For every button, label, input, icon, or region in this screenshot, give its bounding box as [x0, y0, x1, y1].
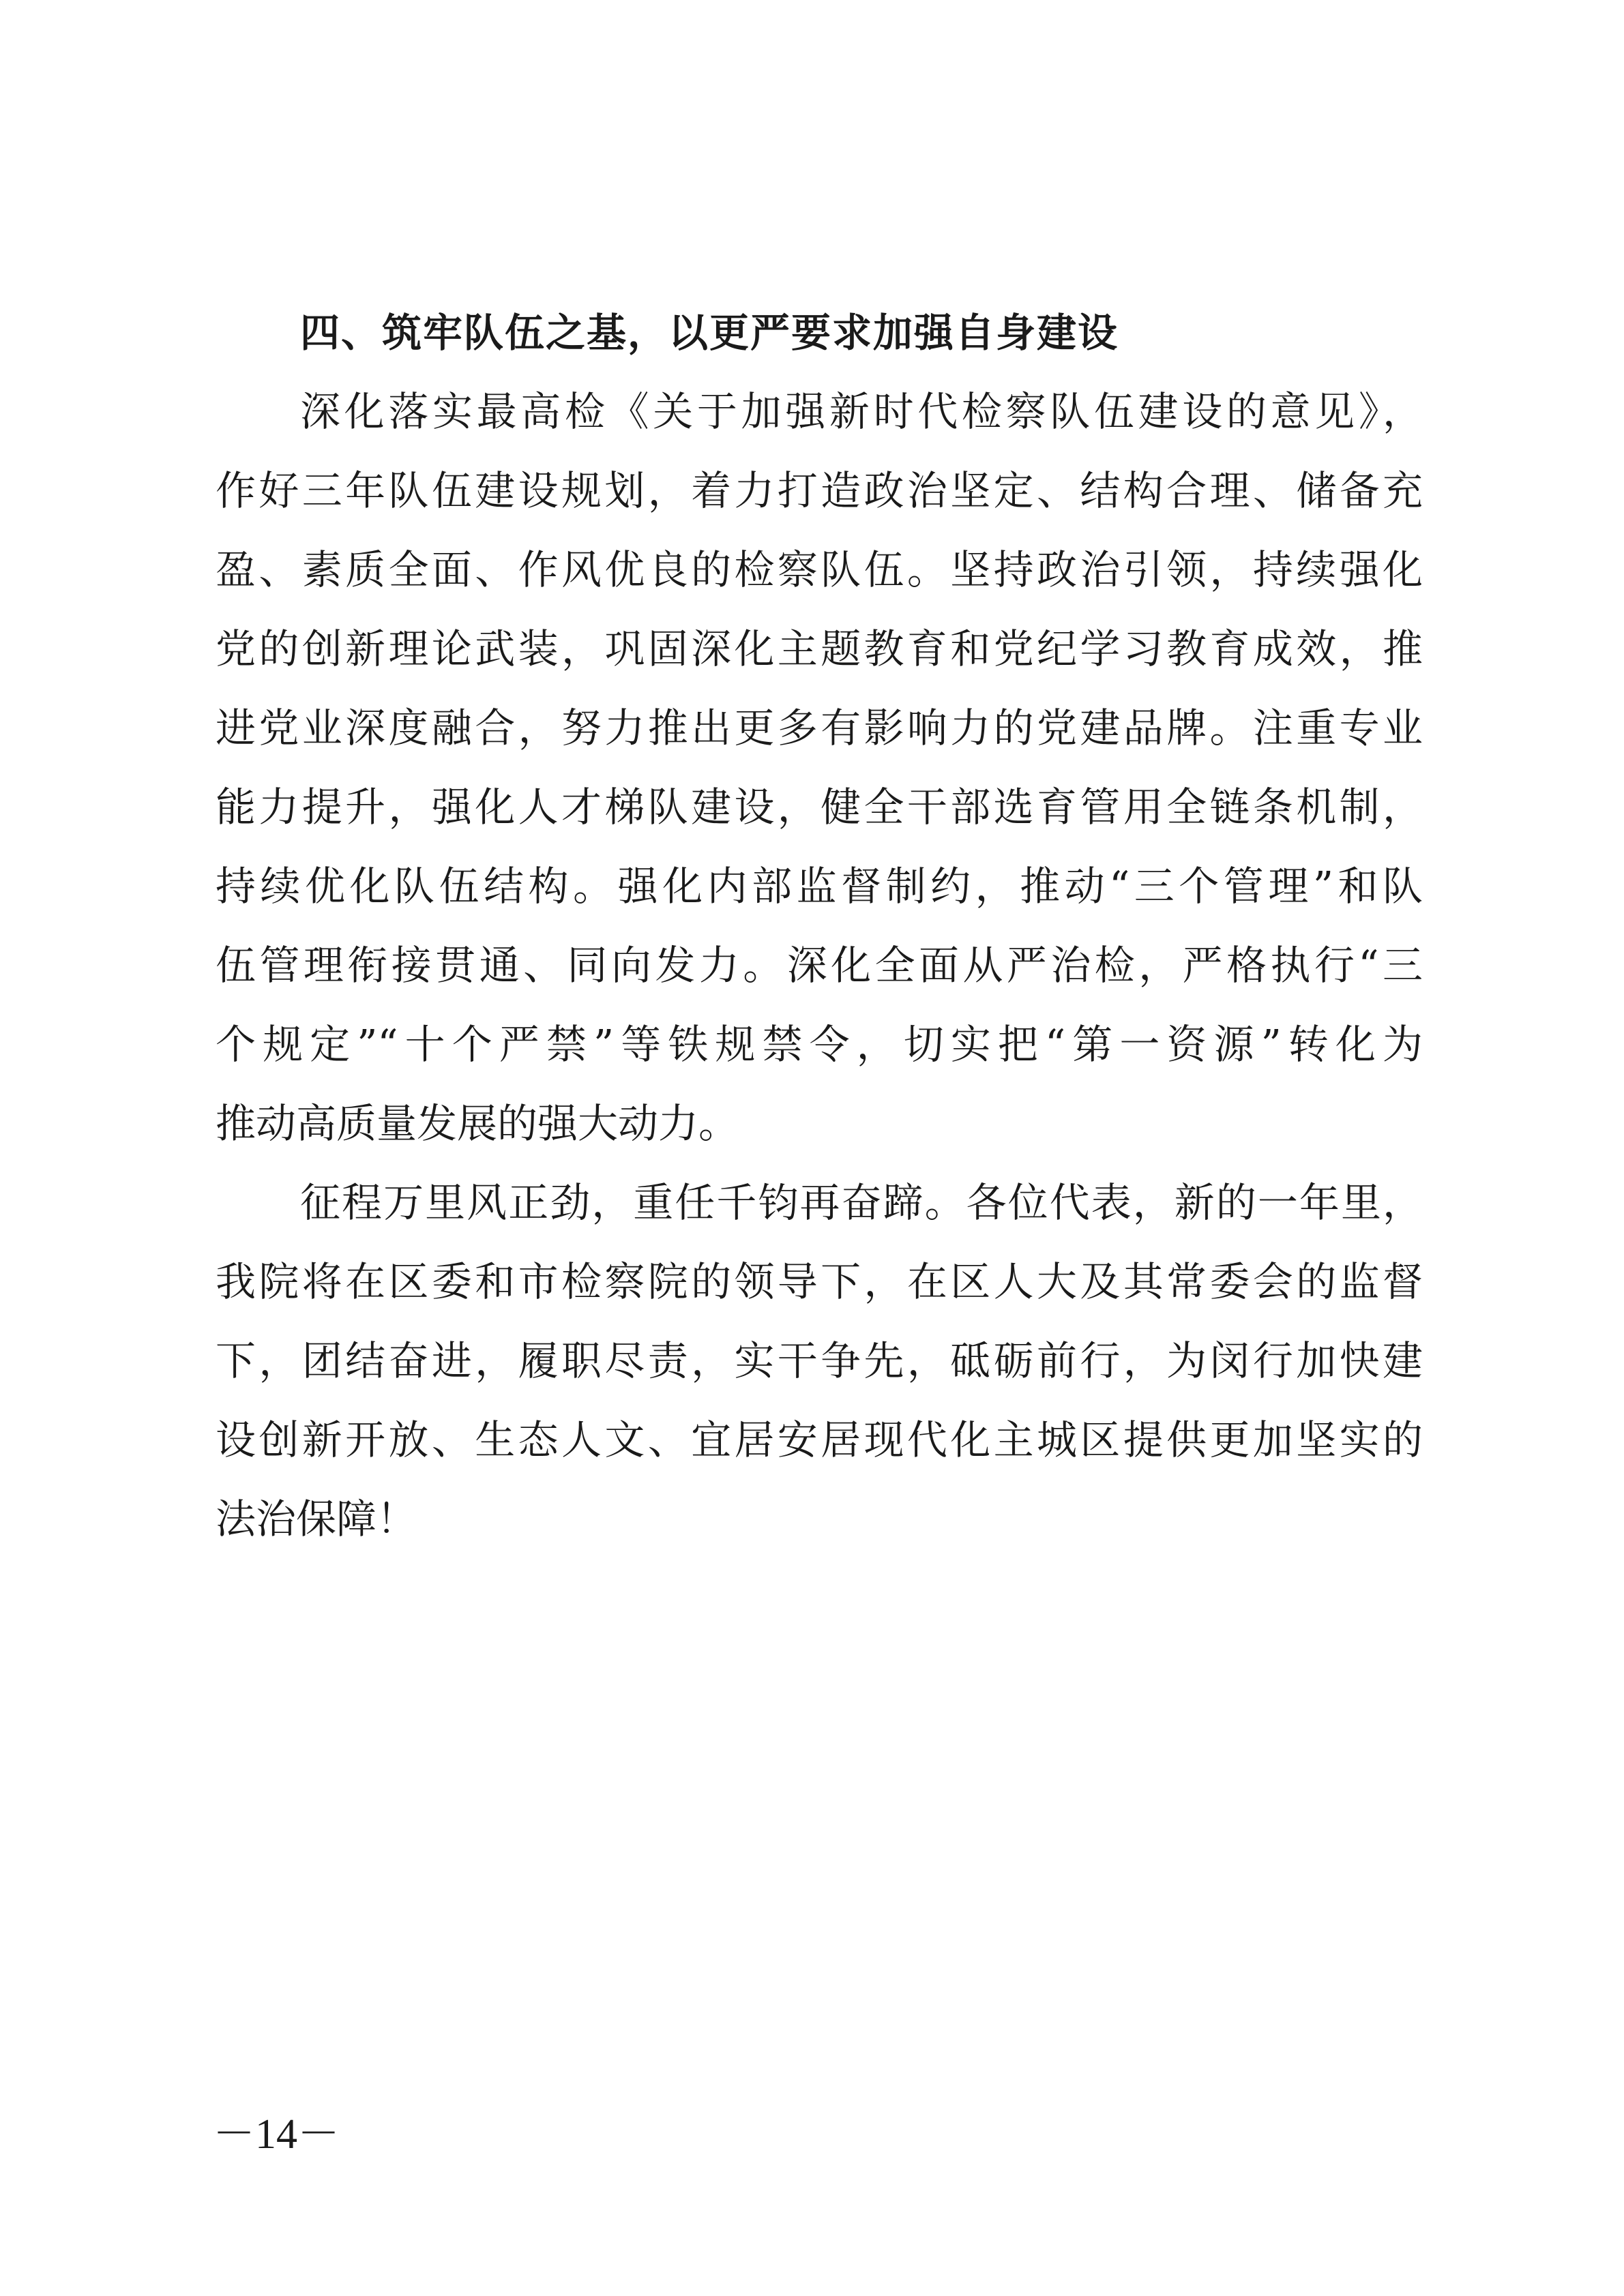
text-line: 进党业深度融合，努力推出更多有影响力的党建品牌。注重专业 [216, 704, 1423, 751]
text-line: 个规定”“十个严禁”等铁规禁令，切实把“第一资源”转化为 [216, 1021, 1423, 1068]
text-line: 下，团结奋进，履职尽责，实干争先，砥砺前行，为闵行加快建 [216, 1337, 1423, 1384]
text-line: 我院将在区委和市检察院的领导下，在区人大及其常委会的监督 [216, 1258, 1423, 1305]
text-line: 设创新开放、生态人文、宜居安居现代化主城区提供更加坚实的 [216, 1416, 1423, 1463]
text-line: 法治保障！ [216, 1495, 417, 1542]
text-line: 深化落实最高检《关于加强新时代检察队伍建设的意见》， [300, 388, 1423, 435]
text-line: 伍管理衔接贯通、同向发力。深化全面从严治检，严格执行“三 [216, 942, 1423, 989]
page-number: －14－ [213, 2111, 340, 2158]
paragraph-closing [216, 1163, 1423, 1559]
text-line: 党的创新理论武装，巩固深化主题教育和党纪学习教育成效，推 [216, 625, 1423, 672]
text-line: 作好三年队伍建设规划，着力打造政治坚定、结构合理、储备充 [216, 467, 1423, 514]
text-line: 能力提升，强化人才梯队建设，健全干部选育管用全链条机制， [216, 784, 1423, 831]
section-heading: 四、筑牢队伍之基，以更严要求加强自身建设 [300, 310, 1119, 356]
page-content [216, 293, 1423, 1559]
text-line: 盈、素质全面、作风优良的检察队伍。坚持政治引领，持续强化 [216, 546, 1423, 593]
text-line: 持续优化队伍结构。强化内部监督制约，推动“三个管理”和队 [216, 863, 1423, 910]
text-line: 推动高质量发展的强大动力。 [216, 1100, 739, 1147]
text-line: 征程万里风正劲，重任千钧再奋蹄。各位代表，新的一年里， [300, 1179, 1423, 1226]
paragraph-team-building [216, 372, 1423, 1163]
